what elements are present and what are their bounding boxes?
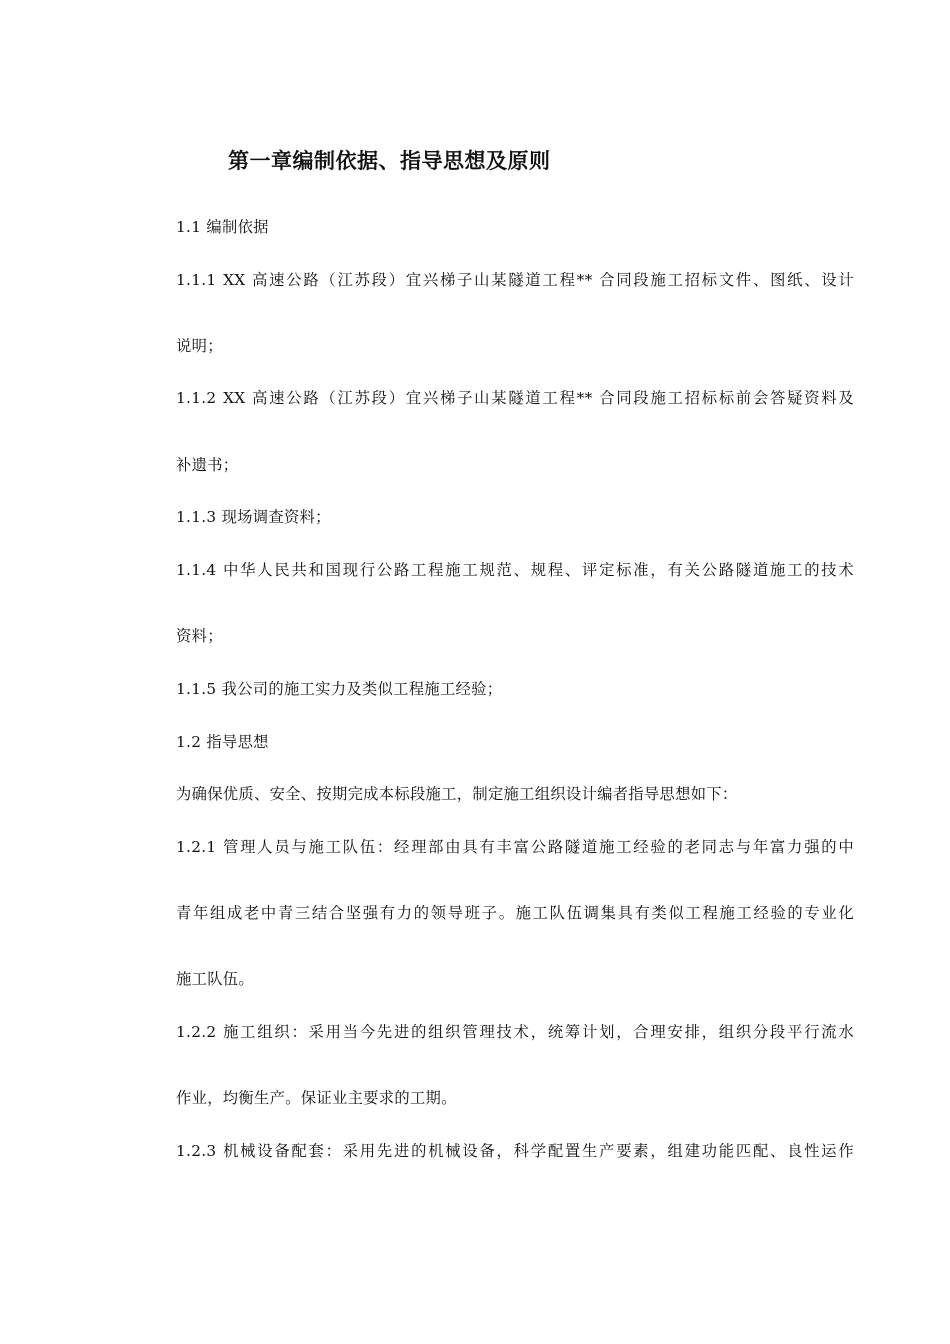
paragraph-line: 为确保优质、安全、按期完成本标段施工，制定施工组织设计编者指导思想如下： bbox=[176, 785, 738, 803]
paragraph-line: 青年组成老中青三结合坚强有力的领导班子。施工队伍调集具有类似工程施工经验的专业化 bbox=[176, 904, 854, 922]
paragraph-line: 施工队伍。 bbox=[176, 970, 254, 988]
paragraph-line: 1.1.2 XX 高速公路（江苏段）宜兴梯子山某隧道工程** 合同段施工招标标前会答疑资料及 bbox=[176, 389, 854, 407]
paragraph-line: 作业，均衡生产。保证业主要求的工期。 bbox=[176, 1089, 457, 1107]
paragraph-line: 1.2.1 管理人员与施工队伍：经理部由具有丰富公路隧道施工经验的老同志与年富力强的中 bbox=[176, 838, 854, 856]
paragraph-line: 1.1.3 现场调查资料； bbox=[176, 508, 331, 526]
paragraph-line: 资料； bbox=[176, 627, 223, 645]
paragraph-line: 1.1.1 XX 高速公路（江苏段）宜兴梯子山某隧道工程** 合同段施工招标文件、图纸、设计 bbox=[176, 271, 854, 289]
chapter-title: 第一章编制依据、指导思想及原则 bbox=[228, 149, 551, 173]
paragraph-line: 1.1.5 我公司的施工实力及类似工程施工经验； bbox=[176, 680, 503, 698]
paragraph-line: 说明； bbox=[176, 337, 223, 355]
paragraph-line: 1.1.4 中华人民共和国现行公路工程施工规范、规程、评定标准，有关公路隧道施工的技术 bbox=[176, 561, 854, 579]
section-heading: 1.2 指导思想 bbox=[176, 733, 269, 751]
paragraph-line: 1.2.3 机械设备配套：采用先进的机械设备，科学配置生产要素，组建功能匹配、良性运作 bbox=[176, 1142, 854, 1160]
paragraph-line: 补遗书； bbox=[176, 456, 239, 474]
paragraph-line: 1.2.2 施工组织：采用当今先进的组织管理技术，统筹计划，合理安排，组织分段平行流水 bbox=[176, 1023, 854, 1041]
section-heading: 1.1 编制依据 bbox=[176, 218, 269, 236]
